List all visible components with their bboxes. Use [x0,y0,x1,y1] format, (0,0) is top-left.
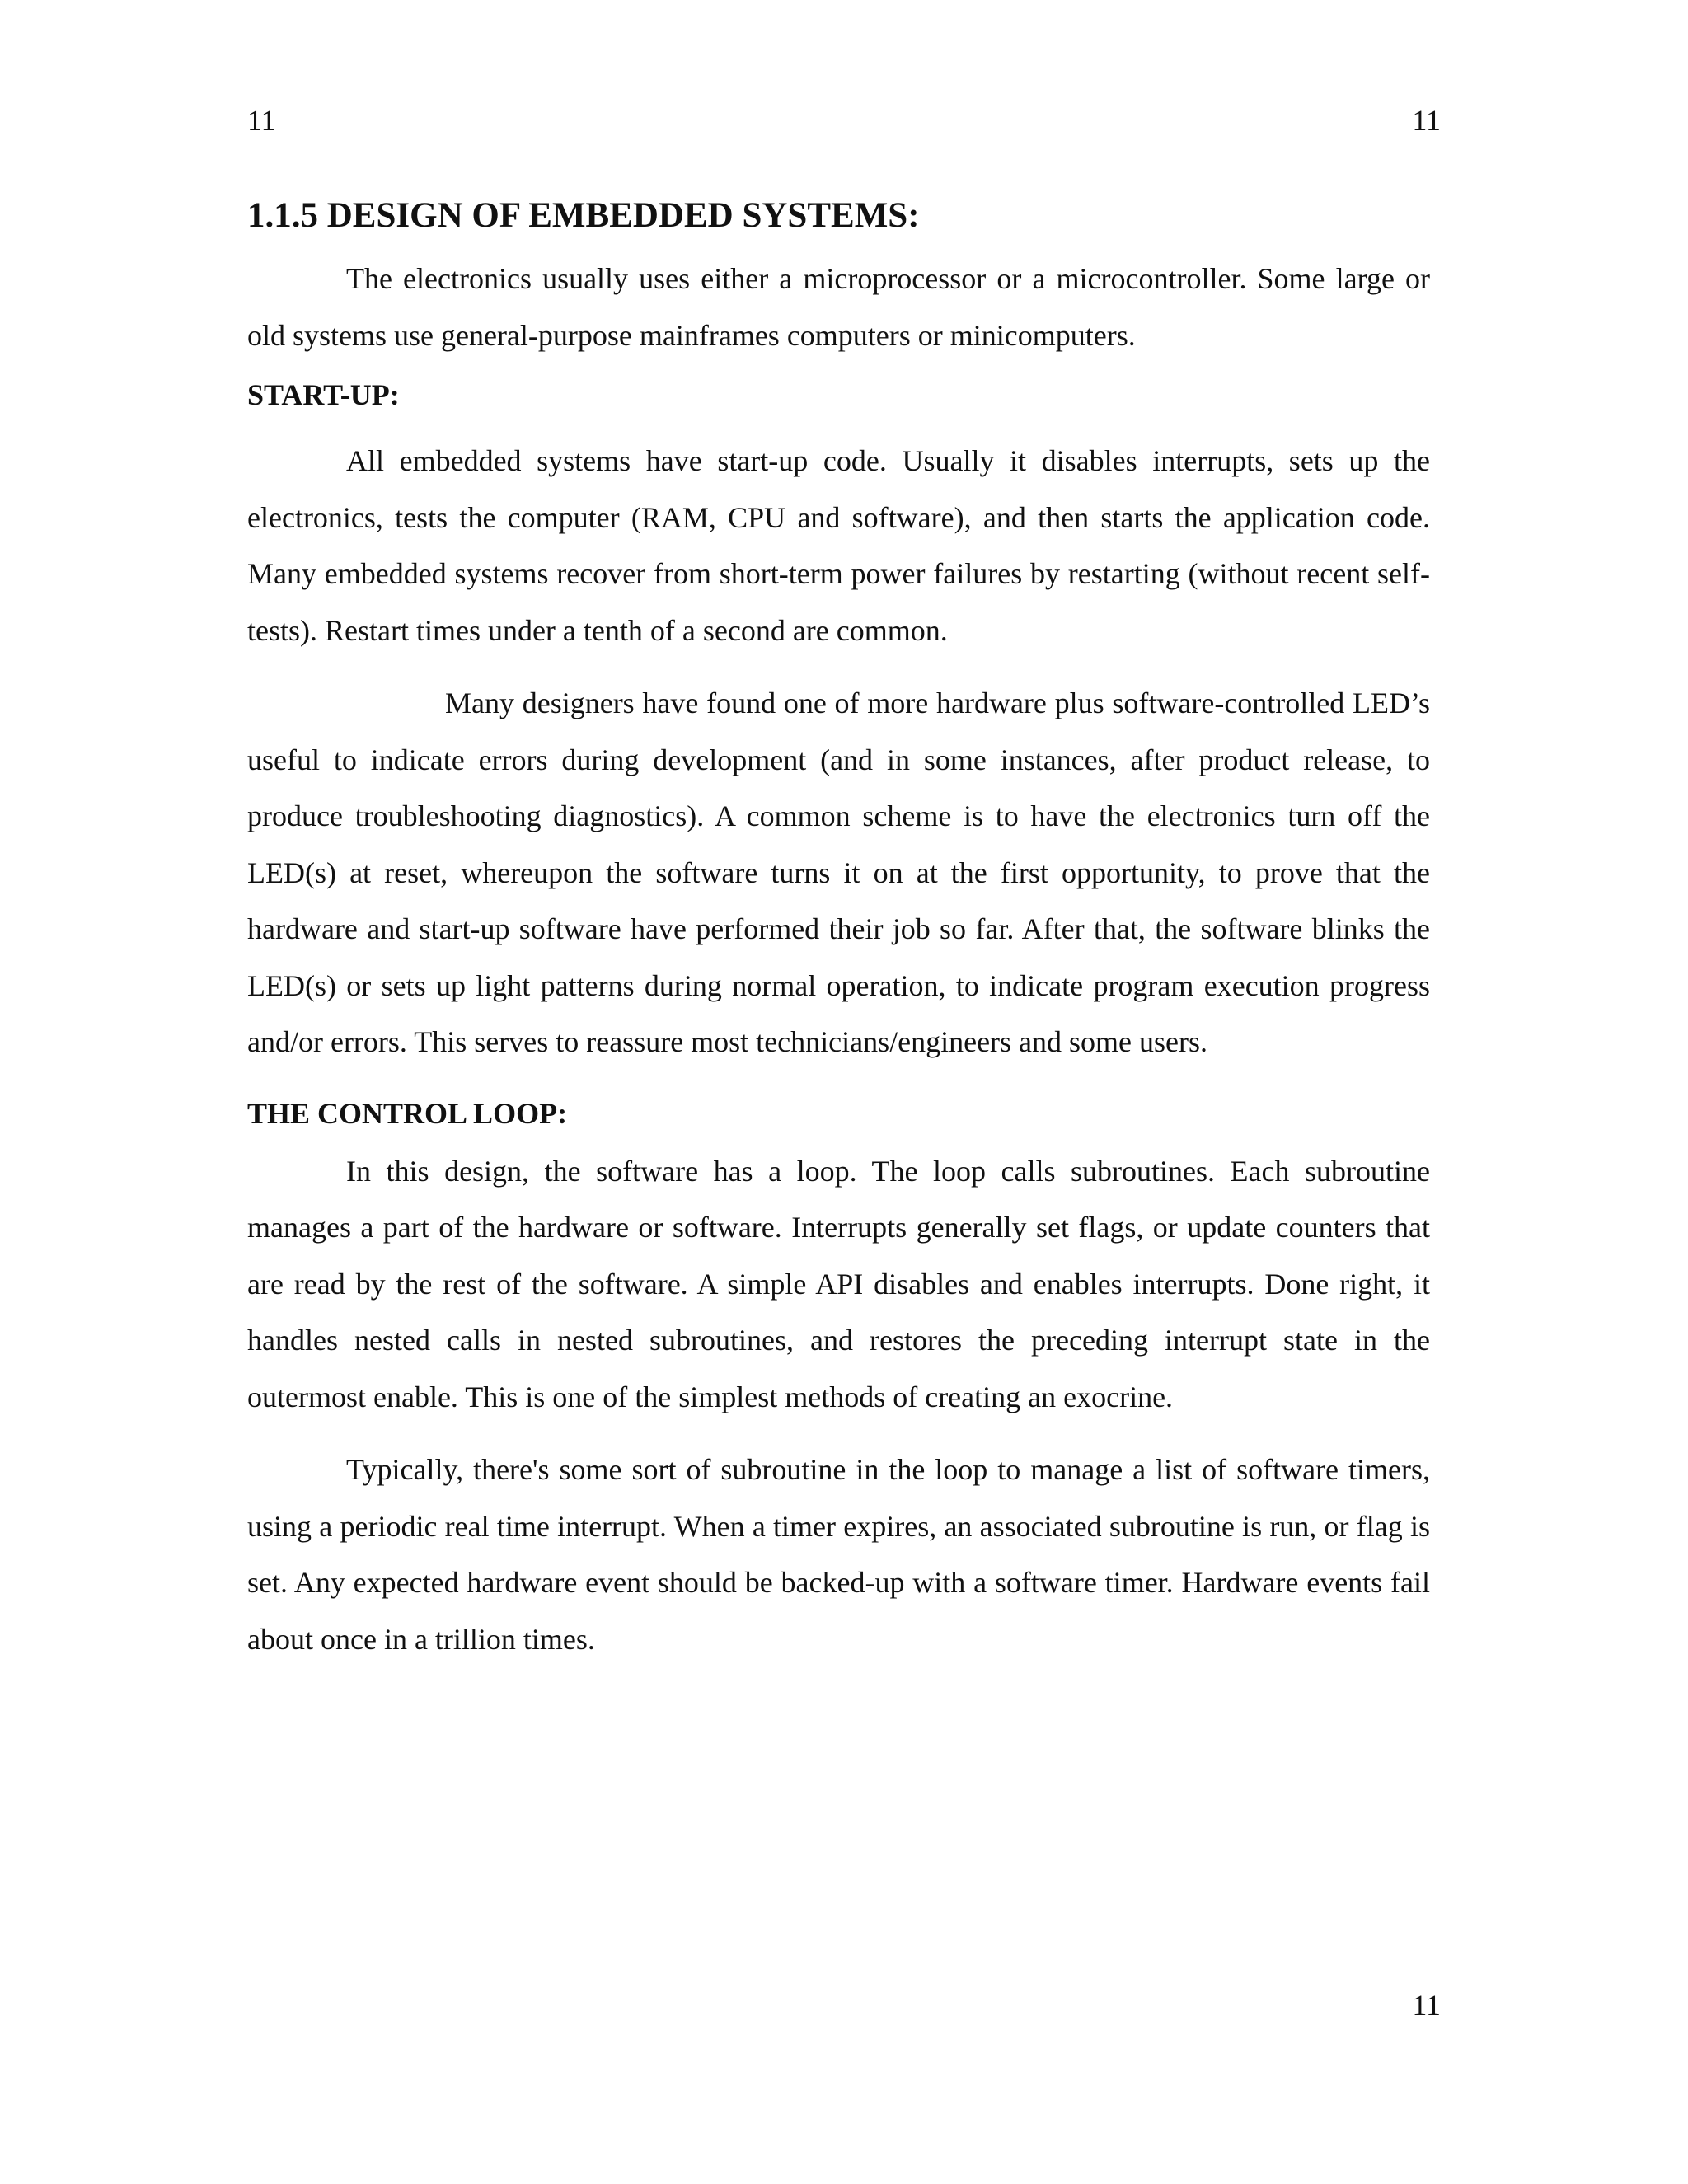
page-number-top-left: 11 [247,104,276,137]
intro-paragraph: The electronics usually uses either a microprocessor or a microcontroller. Some large or old systems use general-purpose mainframes computers or minicomputers. [247,262,1430,352]
page-number-top-right: 11 [1412,104,1441,137]
timers-paragraph: Typically, there's some sort of subroutine in the loop to manage a list of software timers, using a periodic real time interrupt. When a timer expires, an associated subroutine is run, or flag is set. Any expected hardware event should be backed-up with a software timer. Hardware events fail about once in a trillion times. [247,1453,1430,1656]
startup-paragraph: All embedded systems have start-up code. Usually it disables interrupts, sets up the electronics, tests the computer (RAM, CPU and software), and then starts the application code. Many embedded systems recover from short-term power failures by restarting (without recent self-tests). Restart times under a tenth of a second are common. [247,444,1430,647]
startup-heading: START-UP: [247,378,400,411]
page-content [247,191,1430,1667]
control-loop-heading: THE CONTROL LOOP: [247,1096,568,1130]
control-loop-paragraph: In this design, the software has a loop. The loop calls subroutines. Each subroutine manages a part of the hardware or software. Interrupts generally set flags, or update counters that are read by the rest of the software. A simple API disables and enables interrupts. Done right, it handles nested calls in nested subroutines, and restores the preceding interrupt state in the outermost enable. This is one of the simplest methods of creating an exocrine. [247,1154,1430,1413]
led-paragraph: Many designers have found one of more hardware plus software-controlled LED’s useful to indicate errors during development (and in some instances, after product release, to produce troubleshooting diagnostics). A common scheme is to have the electronics turn off the LED(s) at reset, whereupon the software turns it on at the first opportunity, to prove that the hardware and start-up software have performed their job so far. After that, the software blinks the LED(s) or sets up light patterns during normal operation, to indicate program execution progress and/or errors. This serves to reassure most technicians/engineers and some users. [247,687,1430,1058]
page-number-bottom-right: 11 [1412,1989,1441,2022]
section-title: 1.1.5 DESIGN OF EMBEDDED SYSTEMS: [247,196,920,235]
